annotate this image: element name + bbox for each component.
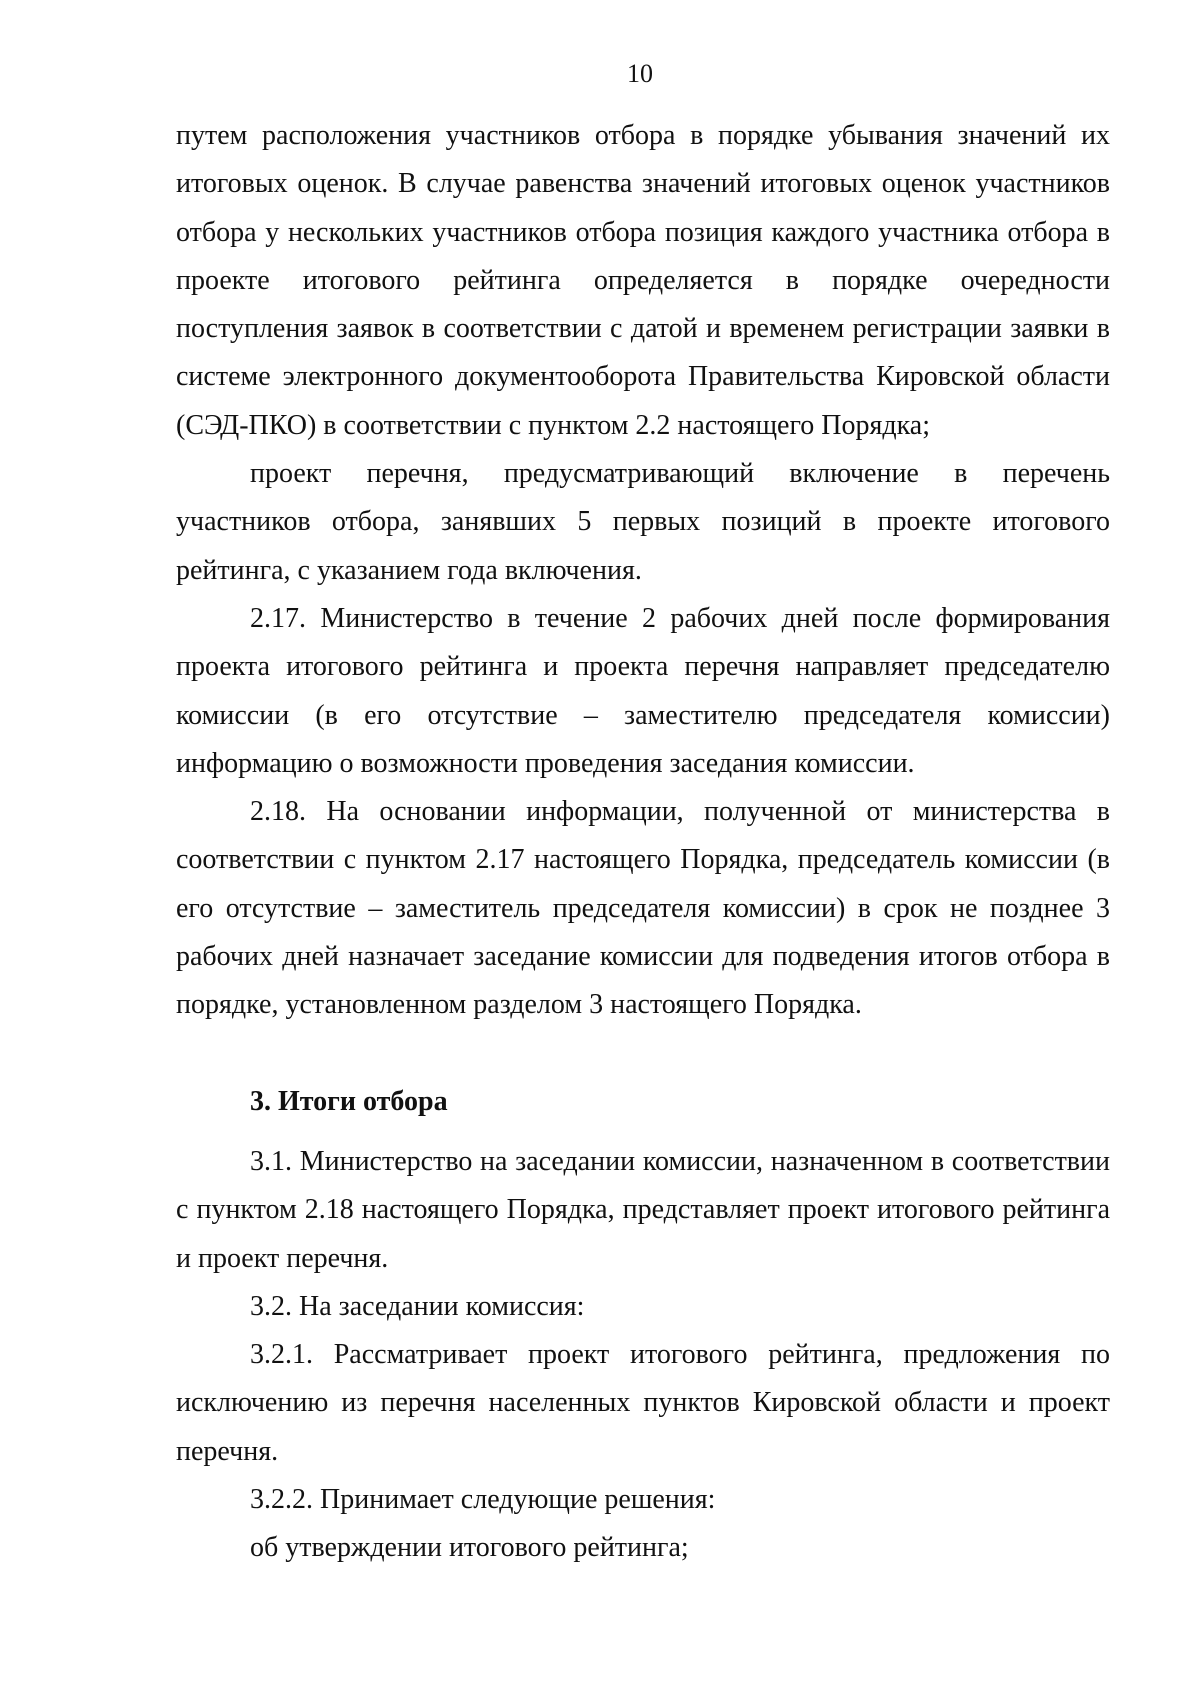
paragraph-decision-rating: об утверждении итогового рейтинга; bbox=[250, 1532, 689, 1564]
paragraph-2-18: 2.18. На основании информации, полученной от министерства в соответствии с пунктом 2.17 настоящего Порядка, председатель комиссии (в его отсутствие – заместитель председателя комиссии) в срок не позднее 3 рабочих дней назначает заседание комиссии для подведения итогов отбора в порядке, установленном разделом 3 настоящего Порядка. bbox=[176, 796, 1110, 1021]
paragraph-3-2: 3.2. На заседании комиссия: bbox=[250, 1290, 585, 1322]
paragraph-3-2-1: 3.2.1. Рассматривает проект итогового рейтинга, предложения по исключению из перечня населенных пунктов Кировской области и проект перечня. bbox=[176, 1339, 1110, 1467]
paragraph-2-17: 2.17. Министерство в течение 2 рабочих дней после формирования проекта итогового рейтинга и проекта перечня направляет председателю комиссии (в его отсутствие – заместителю председателя комиссии) информацию о возможности проведения заседания комиссии. bbox=[176, 602, 1110, 779]
section-heading: 3. Итоги отбора bbox=[250, 1085, 448, 1117]
paragraph-3-2-2: 3.2.2. Принимает следующие решения: bbox=[250, 1484, 716, 1516]
paragraph-project-list: проект перечня, предусматривающий включение в перечень участников отбора, занявших 5 первых позиций в проекте итогового рейтинга, с указанием года включения. bbox=[176, 458, 1110, 586]
paragraph-3-1: 3.1. Министерство на заседании комиссии, назначенном в соответствии с пунктом 2.18 настоящего Порядка, представляет проект итогового рейтинга и проект перечня. bbox=[176, 1145, 1110, 1274]
page-number: 10 bbox=[627, 59, 653, 88]
document-body bbox=[176, 112, 1110, 1573]
paragraph-continuation: путем расположения участников отбора в порядке убывания значений их итоговых оценок. В случае равенства значений итоговых оценок участников отбора у нескольких участников отбора позиция каждого участника отбора в проекте итогового рейтинга определяется в порядке очередности поступления заявок в соответствии с датой и временем регистрации заявки в системе электронного документооборота Правительства Кировской области (СЭД-ПКО) в соответствии с пунктом 2.2 настоящего Порядка; bbox=[176, 120, 1110, 441]
